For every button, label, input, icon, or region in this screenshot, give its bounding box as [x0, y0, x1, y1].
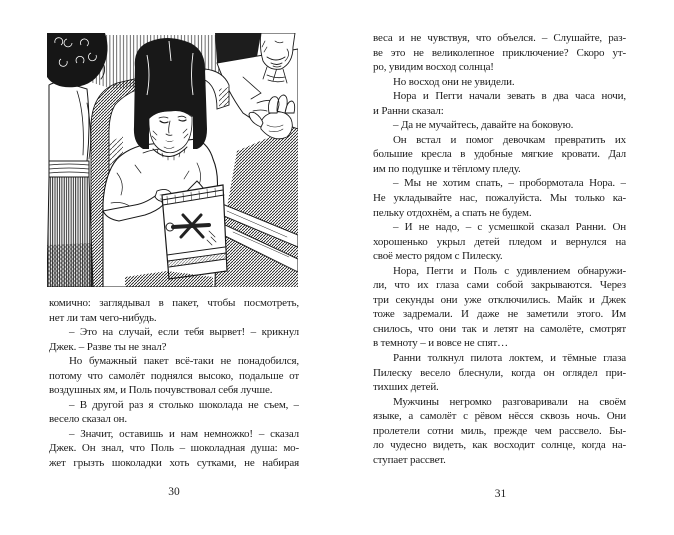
text-line: ве это не великолепное приключение? Скоро ут-: [373, 46, 626, 59]
text-line: – В другой раз я столько шоколада не съем, –: [69, 398, 299, 411]
left-page-text: [49, 296, 299, 471]
text-line: Нора, Пегги и Поль с удивлением обнаружи-: [393, 264, 626, 277]
text-line: Нора и Пегги начали зевать в два часа ночи,: [393, 90, 626, 103]
text-line: – Это на случай, если тебя вырвет! – крикнул: [69, 326, 299, 339]
text-line: ло чудесно видеть, как восходит солнце, когда на-: [373, 439, 626, 452]
text-line: Не укладывайте нас, пожалуйста. Мы только ка-: [373, 192, 626, 205]
text-line: весело сказал он.: [49, 413, 128, 426]
text-line: большие кресла в удобные мягкие кровати. Дал: [373, 148, 626, 161]
text-line: веса и не чувствуя, что объелся. – Слушайте, раз-: [373, 32, 626, 44]
text-line: – И не надо, – с усмешкой сказал Ранни. Он: [393, 221, 626, 234]
left-page-number: 30: [168, 486, 180, 498]
text-line: тоже задремали. И даже не заметили этого. Им: [373, 308, 626, 321]
text-line: воздушных ям, и Поль почувствовал себя лучше.: [49, 384, 273, 397]
text-line: тихших детей.: [373, 381, 439, 394]
text-line: нет ли там чего-нибудь.: [49, 311, 157, 324]
text-line: Но восход они не увидели.: [393, 75, 515, 88]
text-line: ро, увидим восход солнца!: [373, 61, 494, 74]
text-line: хорошенько укрыл детей пледом и вернулся на: [373, 235, 626, 248]
text-line: своё место рядом с Пилеску.: [373, 250, 503, 263]
text-line: Пилеску весело блеснули, когда он оглядел при-: [373, 366, 626, 379]
text-line: ступает рассвет.: [373, 453, 446, 466]
paper-bag: [162, 185, 227, 279]
text-line: жет грызть шоколадки хоть сутками, не набирая: [49, 457, 299, 470]
book-illustration: [47, 33, 298, 287]
text-line: три секунды они уже отключились. Майк и Джек: [373, 293, 626, 306]
text-line: ли, что их глаза сами собой закрываются. Через: [373, 279, 626, 292]
right-page-number: 31: [494, 488, 507, 500]
text-line: Он встал и помог девочкам превратить их: [393, 133, 626, 146]
text-line: – Да не мучайтесь, давайте на боковую.: [393, 119, 574, 132]
text-line: снилось, что они так и летят на самолёте, смотрят: [373, 322, 626, 335]
text-line: пельку отдохнём, а спать не будем.: [373, 206, 532, 219]
text-line: Мужчины негромко разговаривали на своём: [393, 395, 626, 408]
text-line: Джек. Он знал, что Поль – шоколадная душа: мо-: [49, 442, 299, 455]
text-line: – Мы не хотим спать, – пробормотала Нора. –: [393, 177, 626, 190]
text-line: Джек. – Разве ты не знал?: [49, 340, 167, 353]
right-page-text: [373, 31, 626, 467]
text-line: им по подушке и тёплому пледу.: [373, 162, 521, 175]
text-line: пролетели сотни миль, прежде чем рассвело. Бы-: [373, 424, 626, 437]
text-line: в темноту – и вовсе не спят…: [373, 337, 508, 350]
text-line: языке, а самолёт с рёвом нёсся сквозь ночь. Они: [373, 410, 626, 423]
text-line: и Ранни сказал:: [373, 104, 444, 117]
text-line: Ранни толкнул пилота локтем, и тёмные глаза: [393, 352, 626, 365]
text-line: потому что самолёт поднялся высоко, подальше от: [49, 369, 299, 382]
text-line: – Значит, оставишь и нам немножко! – сказал: [69, 427, 299, 440]
text-line: Но бумажный пакет всё-таки не понадобился,: [69, 355, 299, 368]
text-line: комично: заглядывал в пакет, чтобы посмотреть,: [49, 297, 299, 309]
woman-waistband: [49, 161, 89, 177]
